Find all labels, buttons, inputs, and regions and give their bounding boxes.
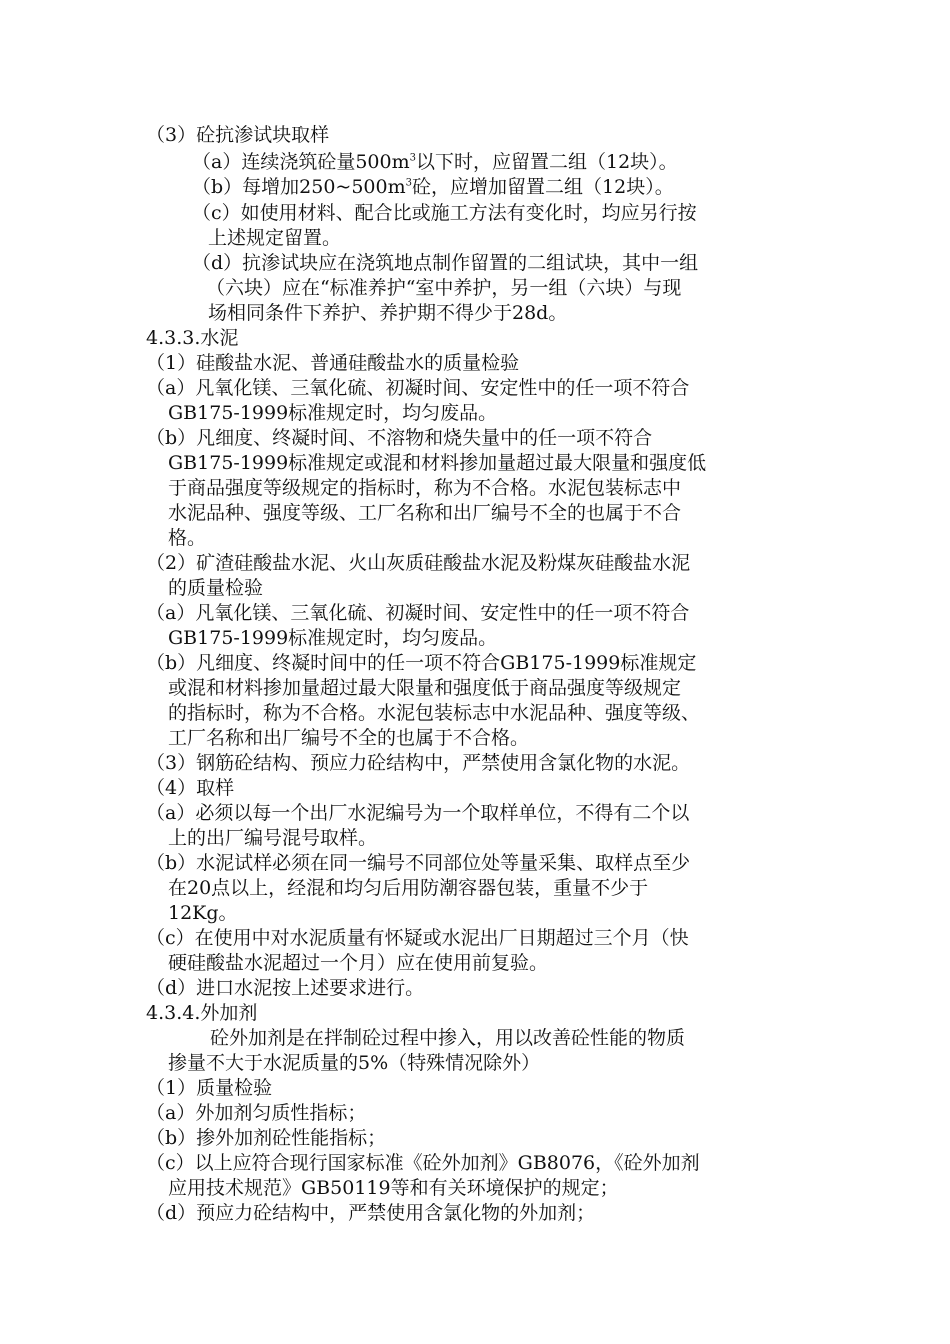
sample-impermeability-c-line2: 上述规定留置。 [208,227,342,249]
cement-item2-line1: （2）矿渣硅酸盐水泥、火山灰质硅酸盐水泥及粉煤灰硅酸盐水泥 [146,552,691,574]
sample-impermeability-d-line3: 场相同条件下养护、养护期不得少于28d。 [208,302,568,324]
cement-item2a-line1: （a）凡氧化镁、三氧化硫、初凝时间、安定性中的任一项不符合 [146,602,690,624]
text-run: 以下时，应留置二组（12块）。 [416,151,678,173]
admixture-item1d: （d）预应力砼结构中，严禁使用含氯化物的外加剂； [146,1202,596,1224]
admixture-item1b: （b）掺外加剂砼性能指标； [146,1127,387,1149]
cement-item4a-line1: （a）必须以每一个出厂水泥编号为一个取样单位，不得有二个以 [146,802,690,824]
admixture-item1c-line2: 应用技术规范》GB50119等和有关环境保护的规定； [168,1177,619,1199]
admixture-intro-line2: 掺量不大于水泥质量的5%（特殊情况除外） [168,1052,541,1074]
sample-impermeability-d-line2: （六块）应在“标准养护“室中养护，另一组（六块）与现 [206,277,682,299]
sample-impermeability-a [192,150,678,175]
cement-item2b-line4: 工厂名称和出厂编号不全的也属于不合格。 [168,727,530,749]
cement-item4a-line2: 上的出厂编号混号取样。 [168,827,378,849]
cement-item1b-line2: GB175-1999标准规定或混和材料掺加量超过最大限量和强度低 [168,452,707,474]
sample-impermeability-c-line1: （c）如使用材料、配合比或施工方法有变化时，均应另行按 [192,202,697,224]
section-heading-434: 4.3.4.外加剂 [146,1002,258,1024]
superscript: 3 [409,152,416,164]
cement-item1-title: （1）硅酸盐水泥、普通硅酸盐水的质量检验 [146,352,520,374]
cement-item2b-line2: 或混和材料掺加量超过最大限量和强度低于商品强度等级规定 [168,677,682,699]
sample-impermeability-title: （3）砼抗渗试块取样 [146,124,330,146]
cement-item4b-line1: （b）水泥试样必须在同一编号不同部位处等量采集、取样点至少 [146,852,691,874]
admixture-item1-title: （1）质量检验 [146,1077,273,1099]
cement-item4c-line1: （c）在使用中对水泥质量有怀疑或水泥出厂日期超过三个月（快 [146,927,689,949]
cement-item1b-line5: 格。 [168,527,207,549]
sample-impermeability-d-line1: （d）抗渗试块应在浇筑地点制作留置的二组试块，其中一组 [192,252,699,274]
cement-item2b-line3: 的指标时，称为不合格。水泥包装标志中水泥品种、强度等级、 [168,702,701,724]
cement-item2-line2: 的质量检验 [168,577,264,599]
text-run: （a）连续浇筑砼量500m [192,151,410,173]
admixture-item1a: （a）外加剂匀质性指标； [146,1102,367,1124]
cement-item2b-line1: （b）凡细度、终凝时间中的任一项不符合GB175-1999标准规定 [146,652,697,674]
cement-item1b-line4: 水泥品种、强度等级、工厂名称和出厂编号不全的也属于不合 [168,502,682,524]
text-run: 砼，应增加留置二组（12块）。 [412,176,674,198]
cement-item4b-line3: 12Kg。 [168,902,238,924]
cement-item4d: （d）进口水泥按上述要求进行。 [146,977,425,999]
cement-item3: （3）钢筋砼结构、预应力砼结构中，严禁使用含氯化物的水泥。 [146,752,691,774]
section-heading-433: 4.3.3.水泥 [146,327,239,349]
cement-item2a-line2: GB175-1999标准规定时，均匀废品。 [168,627,498,649]
cement-item1a-line1: （a）凡氧化镁、三氧化硫、初凝时间、安定性中的任一项不符合 [146,377,690,399]
cement-item1b-line1: （b）凡细度、终凝时间、不溶物和烧失量中的任一项不符合 [146,427,653,449]
cement-item4-title: （4）取样 [146,777,235,799]
cement-item1a-line2: GB175-1999标准规定时，均匀废品。 [168,402,498,424]
sample-impermeability-b [192,175,674,200]
admixture-item1c-line1: （c）以上应符合现行国家标准《砼外加剂》GB8076，《砼外加剂 [146,1152,700,1174]
superscript: 3 [405,177,413,189]
cement-item4b-line2: 在20点以上，经混和均匀后用防潮容器包装，重量不少于 [168,877,649,899]
cement-item1b-line3: 于商品强度等级规定的指标时，称为不合格。水泥包装标志中 [168,477,682,499]
text-run: （b）每增加250~500m [192,176,406,198]
admixture-intro-line1: 砼外加剂是在拌制砼过程中掺入，用以改善砼性能的物质 [210,1027,686,1049]
cement-item4c-line2: 硬硅酸盐水泥超过一个月）应在使用前复验。 [168,952,549,974]
